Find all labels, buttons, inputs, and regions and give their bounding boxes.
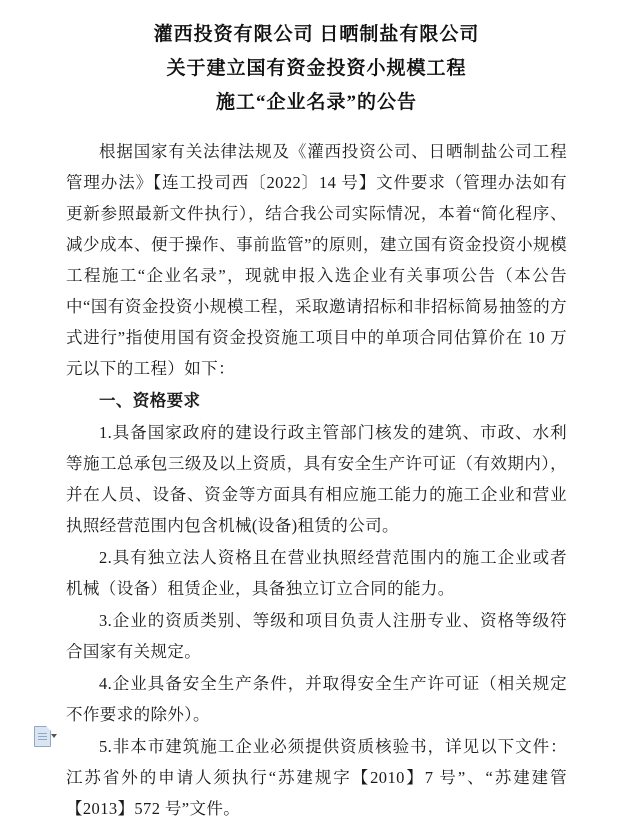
paragraph-item-2: 2.具有独立法人资格且在营业执照经营范围内的施工企业或者机械（设备）租赁企业，具备独立订立合同的能力。 <box>66 548 567 598</box>
paragraph-item-3: 3.企业的资质类别、等级和项目负责人注册专业、资格等级符合国家有关规定。 <box>66 611 567 661</box>
left-gutter <box>0 0 66 826</box>
expand-caret-icon[interactable] <box>51 734 57 738</box>
paragraph-item-4: 4.企业具备安全生产条件，并取得安全生产许可证（相关规定不作要求的除外）。 <box>66 674 567 724</box>
title-line-1: 灌西投资有限公司 日晒制盐有限公司 <box>153 24 480 45</box>
title-line-3: 施工“企业名录”的公告 <box>215 92 417 113</box>
paragraph-intro: 根据国家有关法律法规及《灌西投资公司、日晒制盐公司工程管理办法》【连工投司西〔2022〕14 号】文件要求（管理办法如有更新参照最新文件执行），结合我公司实际情况，本着“简化程序、减少成本、便于操作、事前监管”的原则，建立国有资金投资小规模工程施工“企业名录”，现就申报入选企业有关事项公告（本公告中“国有资金投资小规模工程，采取邀请招标和非招标简易抽签的方式进行”指使用国有资金投资施工项目中的单项合同估算价在 10 万元以下的工程）如下： <box>66 142 567 378</box>
paragraph-item-5: 5.非本市建筑施工企业必须提供资质核验书，详见以下文件：江苏省外的申请人须执行“苏建规字【2010】7 号”、“苏建建管【2013】572 号”文件。 <box>66 737 567 818</box>
document-thumbnail-icon[interactable] <box>34 726 56 748</box>
page-sheet-shape <box>34 726 51 747</box>
paragraph-section-heading-qualifications: 一、资格要求 <box>99 391 201 410</box>
sheet-line <box>38 739 47 740</box>
document-title <box>66 18 567 120</box>
title-line-2: 关于建立国有资金投资小规模工程 <box>166 58 467 79</box>
sheet-line <box>38 736 47 737</box>
sheet-line <box>38 733 47 734</box>
paragraph-item-1: 1.具备国家政府的建设行政主管部门核发的建筑、市政、水利等施工总承包三级及以上资质，具有安全生产许可证（有效期内），并在人员、设备、资金等方面具有相应施工能力的施工企业和营业执照经营范围内包含机械(设备)租赁的公司。 <box>66 423 567 535</box>
document-body <box>66 136 567 824</box>
